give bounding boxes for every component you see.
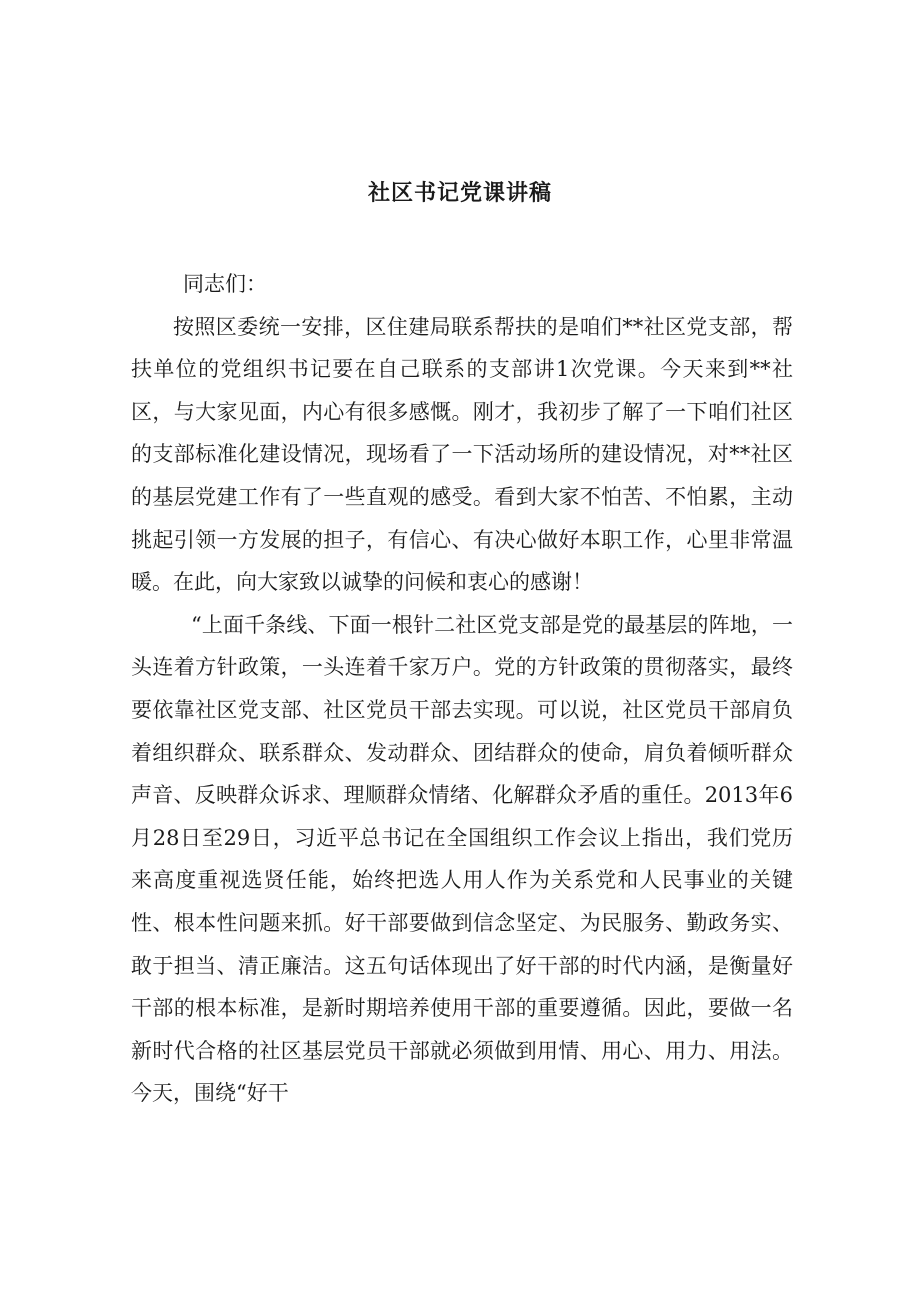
salutation: 同志们：	[183, 272, 267, 296]
paragraph-1: 按照区委统一安排，区住建局联系帮扶的是咱们**社区党支部，帮扶单位的党组织书记要在自己联系的支部讲1次党课。今天来到**社区，与大家见面，内心有很多感慨。刚才，我初步了解了一下咱们社区的支部标准化建设情况，现场看了一下活动场所的建设情况，对**社区的基层党建工作有了一些直观的感受。看到大家不怕苦、不怕累，主动挑起引领一方发展的担子，有信心、有决心做好本职工作，心里非常温暖。在此，向大家致以诚挚的问候和衷心的感谢！	[131, 314, 793, 595]
document-title: 社区书记党课讲稿	[367, 181, 552, 206]
paragraph-2: “上面千条线、下面一根针二社区党支部是党的最基层的阵地，一头连着方针政策，一头连着千家万户。党的方针政策的贯彻落实，最终要依靠社区党支部、社区党员干部去实现。可以说，社区党员干部肩负着组织群众、联系群众、发动群众、团结群众的使命，肩负着倾听群众声音、反映群众诉求、理顺群众情绪、化解群众矛盾的重任。2013年6月28日至29日，习近平总书记在全国组织工作会议上指出，我们党历来高度重视选贤任能，始终把选人用人作为关系党和人民事业的关键性、根本性问题来抓。好干部要做到信念坚定、为民服务、勤政务实、敢于担当、清正廉洁。这五句话体现出了好干部的时代内涵，是衡量好干部的根本标准，是新时期培养使用干部的重要遵循。因此，要做一名新时代合格的社区基层党员干部就必须做到用情、用心、用力、用法。今天，围绕“好干	[131, 612, 793, 1106]
document-body	[131, 263, 793, 1115]
